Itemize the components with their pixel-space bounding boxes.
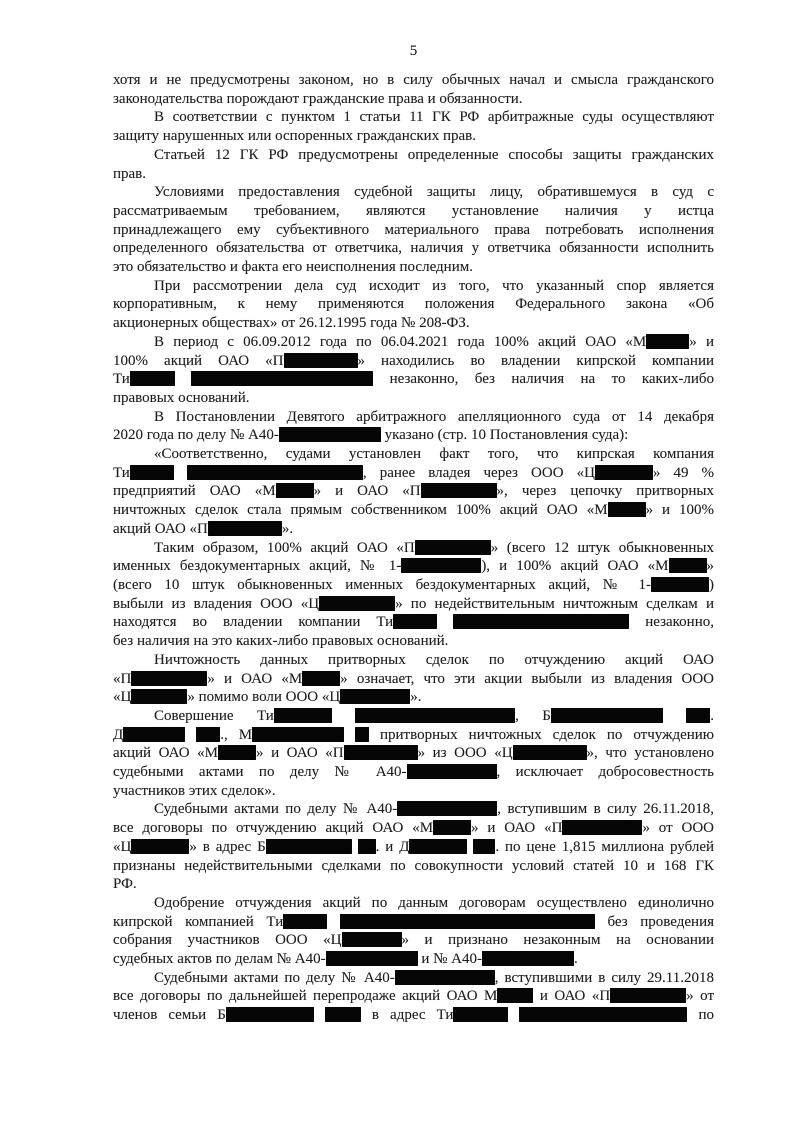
text-run — [174, 465, 187, 481]
text-run: по — [687, 1007, 715, 1024]
text-run: ». — [410, 689, 422, 706]
text-run: указано (стр. 10 Постановления суда): — [380, 427, 629, 444]
redaction-bar — [325, 1007, 361, 1022]
paragraph — [113, 707, 714, 801]
text-line — [113, 389, 714, 408]
paragraph — [113, 146, 714, 183]
text-run: признаны недействительными сделками по совокупности условий статей 10 и 168 ГК — [113, 857, 714, 874]
text-line — [113, 370, 714, 389]
paragraph — [113, 539, 714, 651]
redaction-bar — [397, 801, 497, 816]
redaction-bar — [473, 839, 495, 854]
text-line — [113, 632, 714, 651]
redaction-bar — [393, 614, 437, 629]
text-run: без наличия на это каких-либо правовых оснований. — [113, 633, 449, 650]
text-run: , исключает добросовестность — [496, 764, 714, 781]
redaction-bar — [415, 540, 491, 555]
paragraph — [113, 277, 714, 333]
text-run: все договоры по отчуждению акций ОАО «М — [113, 820, 434, 837]
redaction-bar — [595, 465, 653, 480]
text-run: «Соответственно, судами установлен факт того, что кипрская компания — [154, 446, 714, 463]
text-run: » и ОАО «П — [471, 820, 563, 837]
text-run: акций ОАО «М — [113, 745, 218, 762]
text-run: выбыли из владения ООО «Ц — [113, 595, 320, 612]
text-run: » по недействительным ничтожным сделкам и — [395, 595, 714, 612]
text-line — [113, 108, 714, 127]
text-run: ) — [709, 576, 714, 593]
text-run: Ничтожность данных притворных сделок по отчуждению акций ОАО — [154, 651, 714, 668]
text-line — [113, 894, 714, 913]
redaction-bar — [123, 727, 185, 742]
text-run: Судебными актами по делу № А40- — [154, 801, 398, 818]
redaction-bar — [284, 353, 358, 368]
text-run: Условиями предоставления судебной защиты лицу, обратившемуся в суд с — [154, 184, 714, 201]
redaction-bar — [130, 465, 174, 480]
text-run: находятся во владении компании Ти — [113, 614, 394, 631]
text-run: «Ц — [113, 838, 132, 855]
redaction-bar — [482, 951, 574, 966]
redaction-bar — [407, 764, 497, 779]
redaction-bar — [453, 614, 629, 629]
text-run: . — [710, 707, 714, 724]
redaction-bar — [196, 727, 220, 742]
text-line — [113, 744, 714, 763]
text-run: законодательства порождают гражданские права и обязанности. — [113, 90, 523, 107]
redaction-bar — [651, 577, 709, 592]
text-run: . — [574, 951, 578, 968]
text-line — [113, 239, 714, 258]
text-run: » — [706, 558, 714, 575]
text-run: акций ОАО «П — [113, 520, 208, 537]
text-run: все договоры по дальнейшей перепродаже акций ОАО М — [113, 988, 498, 1005]
paragraph — [113, 333, 714, 408]
text-line — [113, 782, 714, 801]
text-run: . по цене 1,815 миллиона рублей — [495, 838, 714, 855]
text-line — [113, 819, 714, 838]
redaction-bar — [226, 1007, 314, 1022]
redaction-bar — [191, 371, 373, 386]
redaction-bar — [519, 1007, 687, 1022]
text-line — [113, 613, 714, 632]
text-line — [113, 707, 714, 726]
redaction-bar — [283, 914, 327, 929]
text-run: именных бездокументарных акций, № 1- — [113, 558, 402, 575]
redaction-bar — [344, 745, 418, 760]
redaction-bar — [421, 483, 497, 498]
redaction-bar — [131, 839, 189, 854]
paragraph — [113, 800, 714, 894]
text-run: кипрской компанией Ти — [113, 913, 284, 930]
paragraph — [113, 969, 714, 1025]
redaction-bar — [274, 708, 332, 723]
text-run: , Б — [515, 707, 551, 724]
text-run: незаконно, без наличия на то каких-либо — [373, 371, 715, 388]
text-line — [113, 464, 714, 483]
text-run: это обязательство и факта его неисполнения последним. — [113, 259, 473, 276]
redaction-bar — [218, 745, 256, 760]
text-run: в адрес Ти — [360, 1007, 454, 1024]
text-run: . и Д — [375, 838, 410, 855]
redaction-bar — [340, 914, 595, 929]
redaction-bar — [453, 1007, 508, 1022]
text-run: рассматриваемым требованием, являются установление наличия у истца — [113, 202, 714, 219]
text-line — [113, 445, 714, 464]
text-line — [113, 165, 714, 184]
redaction-bar — [208, 521, 282, 536]
text-line — [113, 576, 714, 595]
text-run: » означает, что эти акции выбыли из владения ООО — [340, 670, 714, 687]
text-line — [113, 183, 714, 202]
text-run: без проведения — [594, 913, 714, 930]
redaction-bar — [187, 465, 363, 480]
text-line — [113, 221, 714, 240]
text-run — [344, 727, 355, 743]
text-run: и № А40- — [417, 951, 482, 968]
redaction-bar — [276, 483, 314, 498]
redaction-bar — [279, 427, 381, 442]
text-run: » и признано незаконным на основании — [401, 932, 714, 949]
text-run — [437, 614, 453, 630]
text-run: притворных ничтожных сделок по отчуждению — [369, 726, 715, 743]
text-run: «П — [113, 670, 132, 687]
text-run — [663, 708, 686, 724]
text-run: прав. — [113, 165, 147, 182]
text-run: » и 100% — [645, 502, 714, 519]
redaction-bar — [610, 988, 686, 1003]
text-run: предприятий ОАО «М — [113, 483, 276, 500]
redaction-bar — [686, 708, 710, 723]
text-run — [185, 727, 196, 743]
text-run: » и ОАО «М — [207, 670, 303, 687]
text-run: определенного обязательства от ответчика, наличия у ответчика обязанности исполнить — [113, 240, 714, 257]
text-line — [113, 127, 714, 146]
text-run: Таким образом, 100% акций ОАО «П — [154, 539, 415, 556]
redaction-bar — [358, 839, 376, 854]
text-run: , ранее владея через ООО «Ц — [362, 464, 595, 481]
text-run — [175, 371, 191, 387]
text-line — [113, 913, 714, 932]
text-line — [113, 539, 714, 558]
redaction-bar — [252, 727, 344, 742]
redaction-bar — [562, 820, 642, 835]
paragraph — [113, 651, 714, 707]
redaction-bar — [131, 689, 187, 704]
text-run: » и ОАО «П — [256, 745, 344, 762]
redaction-bar — [497, 988, 533, 1003]
text-run: , вступившим в силу 26.11.2018, — [497, 801, 714, 818]
redaction-bar — [608, 502, 646, 517]
redaction-bar — [513, 745, 587, 760]
redaction-bar — [646, 334, 689, 349]
text-run: , вступившими в силу 29.11.2018 — [494, 969, 714, 986]
text-line — [113, 352, 714, 371]
text-run: судебных актов по делам № А40- — [113, 951, 326, 968]
text-line — [113, 670, 714, 689]
text-run: » из ООО «Ц — [417, 745, 513, 762]
redaction-bar — [355, 727, 369, 742]
redaction-bar — [551, 708, 663, 723]
text-line — [113, 688, 714, 707]
text-run: », через цепочку притворных — [496, 483, 714, 500]
redaction-bar — [433, 820, 471, 835]
text-run: ничтожных сделок стала прямым собственником 100% акций ОАО «М — [113, 502, 608, 519]
text-run: ., М — [220, 726, 253, 743]
text-run: Судебными актами по делу № А40- — [154, 969, 395, 986]
text-run — [508, 1007, 519, 1023]
text-run: » находились во владении кипрской компании — [357, 352, 714, 369]
text-run: акционерных обществах» от 26.12.1995 года № 208-ФЗ. — [113, 315, 470, 332]
redaction-bar — [342, 932, 402, 947]
text-run: При рассмотрении дела суд исходит из того, что указанный спор является — [154, 277, 714, 294]
text-run: Одобрение отчуждения акций по данным договорам осуществлено единолично — [154, 894, 714, 911]
paragraph — [113, 445, 714, 539]
text-run: », что установлено — [586, 745, 714, 762]
redaction-bar — [340, 689, 410, 704]
text-line — [113, 726, 714, 745]
redaction-bar — [130, 371, 175, 386]
text-run: » в адрес Б — [189, 838, 266, 855]
text-run: членов семьи Б — [113, 1007, 226, 1024]
text-line — [113, 426, 714, 445]
redaction-bar — [355, 708, 515, 723]
text-line — [113, 520, 714, 539]
text-run: Статьей 12 ГК РФ предусмотрены определенные способы защиты гражданских — [154, 146, 714, 163]
text-run — [314, 1007, 325, 1023]
text-line — [113, 258, 714, 277]
redaction-bar — [395, 970, 495, 985]
page-number: 5 — [409, 43, 418, 59]
text-run — [327, 914, 340, 930]
text-line — [113, 277, 714, 296]
text-run: Ти — [113, 371, 130, 388]
paragraph — [113, 71, 714, 108]
text-line — [113, 202, 714, 221]
text-line — [113, 71, 714, 90]
text-run: » от ООО — [642, 820, 714, 837]
text-line — [113, 651, 714, 670]
text-run: незаконно, — [629, 614, 714, 631]
redaction-bar — [302, 671, 340, 686]
text-run: защиту нарушенных или оспоренных гражданских прав. — [113, 128, 476, 145]
text-run: принадлежащего ему субъективного материального права потребовать исполнения — [113, 221, 714, 238]
text-run: Д — [113, 726, 124, 743]
text-line — [113, 501, 714, 520]
text-line — [113, 482, 714, 501]
text-run: ), и 100% акций ОАО «М — [481, 558, 669, 575]
redaction-bar — [409, 839, 467, 854]
text-line — [113, 595, 714, 614]
text-line — [113, 295, 714, 314]
text-line — [113, 969, 714, 988]
text-line — [113, 857, 714, 876]
text-run: » (всего 12 штук обыкновенных — [490, 539, 714, 556]
paragraph — [113, 183, 714, 277]
paragraph — [113, 894, 714, 969]
text-run: В соответствии с пунктом 1 статьи 11 ГК РФ арбитражные суды осуществляют — [154, 109, 714, 126]
document-body — [113, 71, 714, 1025]
text-line — [113, 931, 714, 950]
text-run: » 49 % — [652, 464, 715, 481]
text-run: » и ОАО «П — [313, 483, 421, 500]
text-run: Совершение Ти — [154, 707, 274, 724]
paragraph — [113, 408, 714, 445]
redaction-bar — [131, 671, 207, 686]
redaction-bar — [326, 951, 418, 966]
text-run: хотя и не предусмотрены законом, но в силу обычных начал и смысла гражданского — [113, 72, 714, 88]
text-line — [113, 557, 714, 576]
text-run — [332, 708, 355, 724]
text-run: В Постановлении Девятого арбитражного апелляционного суда от 14 декабря — [154, 408, 714, 425]
text-line — [113, 987, 714, 1006]
text-run: ». — [281, 520, 294, 537]
text-run: » помимо воли ООО «Ц — [187, 689, 341, 706]
text-run: В период с 06.09.2012 года по 06.04.2021 года 100% акций ОАО «М — [154, 333, 647, 350]
text-line — [113, 333, 714, 352]
text-run: 2020 года по делу № А40- — [113, 427, 279, 444]
text-run: » и — [689, 333, 714, 350]
text-run — [352, 839, 358, 855]
text-line — [113, 146, 714, 165]
text-line — [113, 408, 714, 427]
redaction-bar — [319, 596, 395, 611]
text-line — [113, 90, 714, 109]
redaction-bar — [266, 839, 352, 854]
text-run: судебными актами по делу № А40- — [113, 764, 407, 781]
text-run: 100% акций ОАО «П — [113, 352, 284, 369]
text-run: Ти — [113, 464, 130, 481]
text-line — [113, 875, 714, 894]
text-run: » от — [686, 988, 714, 1005]
text-run: «Ц — [113, 689, 132, 706]
redaction-bar — [669, 558, 707, 573]
text-line — [113, 314, 714, 333]
text-run: (всего 10 штук обыкновенных именных бездокументарных акций, № 1- — [113, 576, 651, 593]
text-line — [113, 838, 714, 857]
text-line — [113, 950, 714, 969]
text-run: РФ. — [113, 876, 137, 893]
redaction-bar — [401, 558, 481, 573]
text-line — [113, 763, 714, 782]
paragraph — [113, 108, 714, 145]
text-run: правовых оснований. — [113, 389, 250, 406]
text-run: корпоративным, к нему применяются положения Федерального закона «Об — [113, 296, 714, 313]
text-run: участников этих сделок». — [113, 782, 276, 799]
text-run: собрания участников ООО «Ц — [113, 932, 342, 949]
text-line — [113, 1006, 714, 1025]
text-line — [113, 800, 714, 819]
text-run: и ОАО «П — [533, 988, 611, 1005]
